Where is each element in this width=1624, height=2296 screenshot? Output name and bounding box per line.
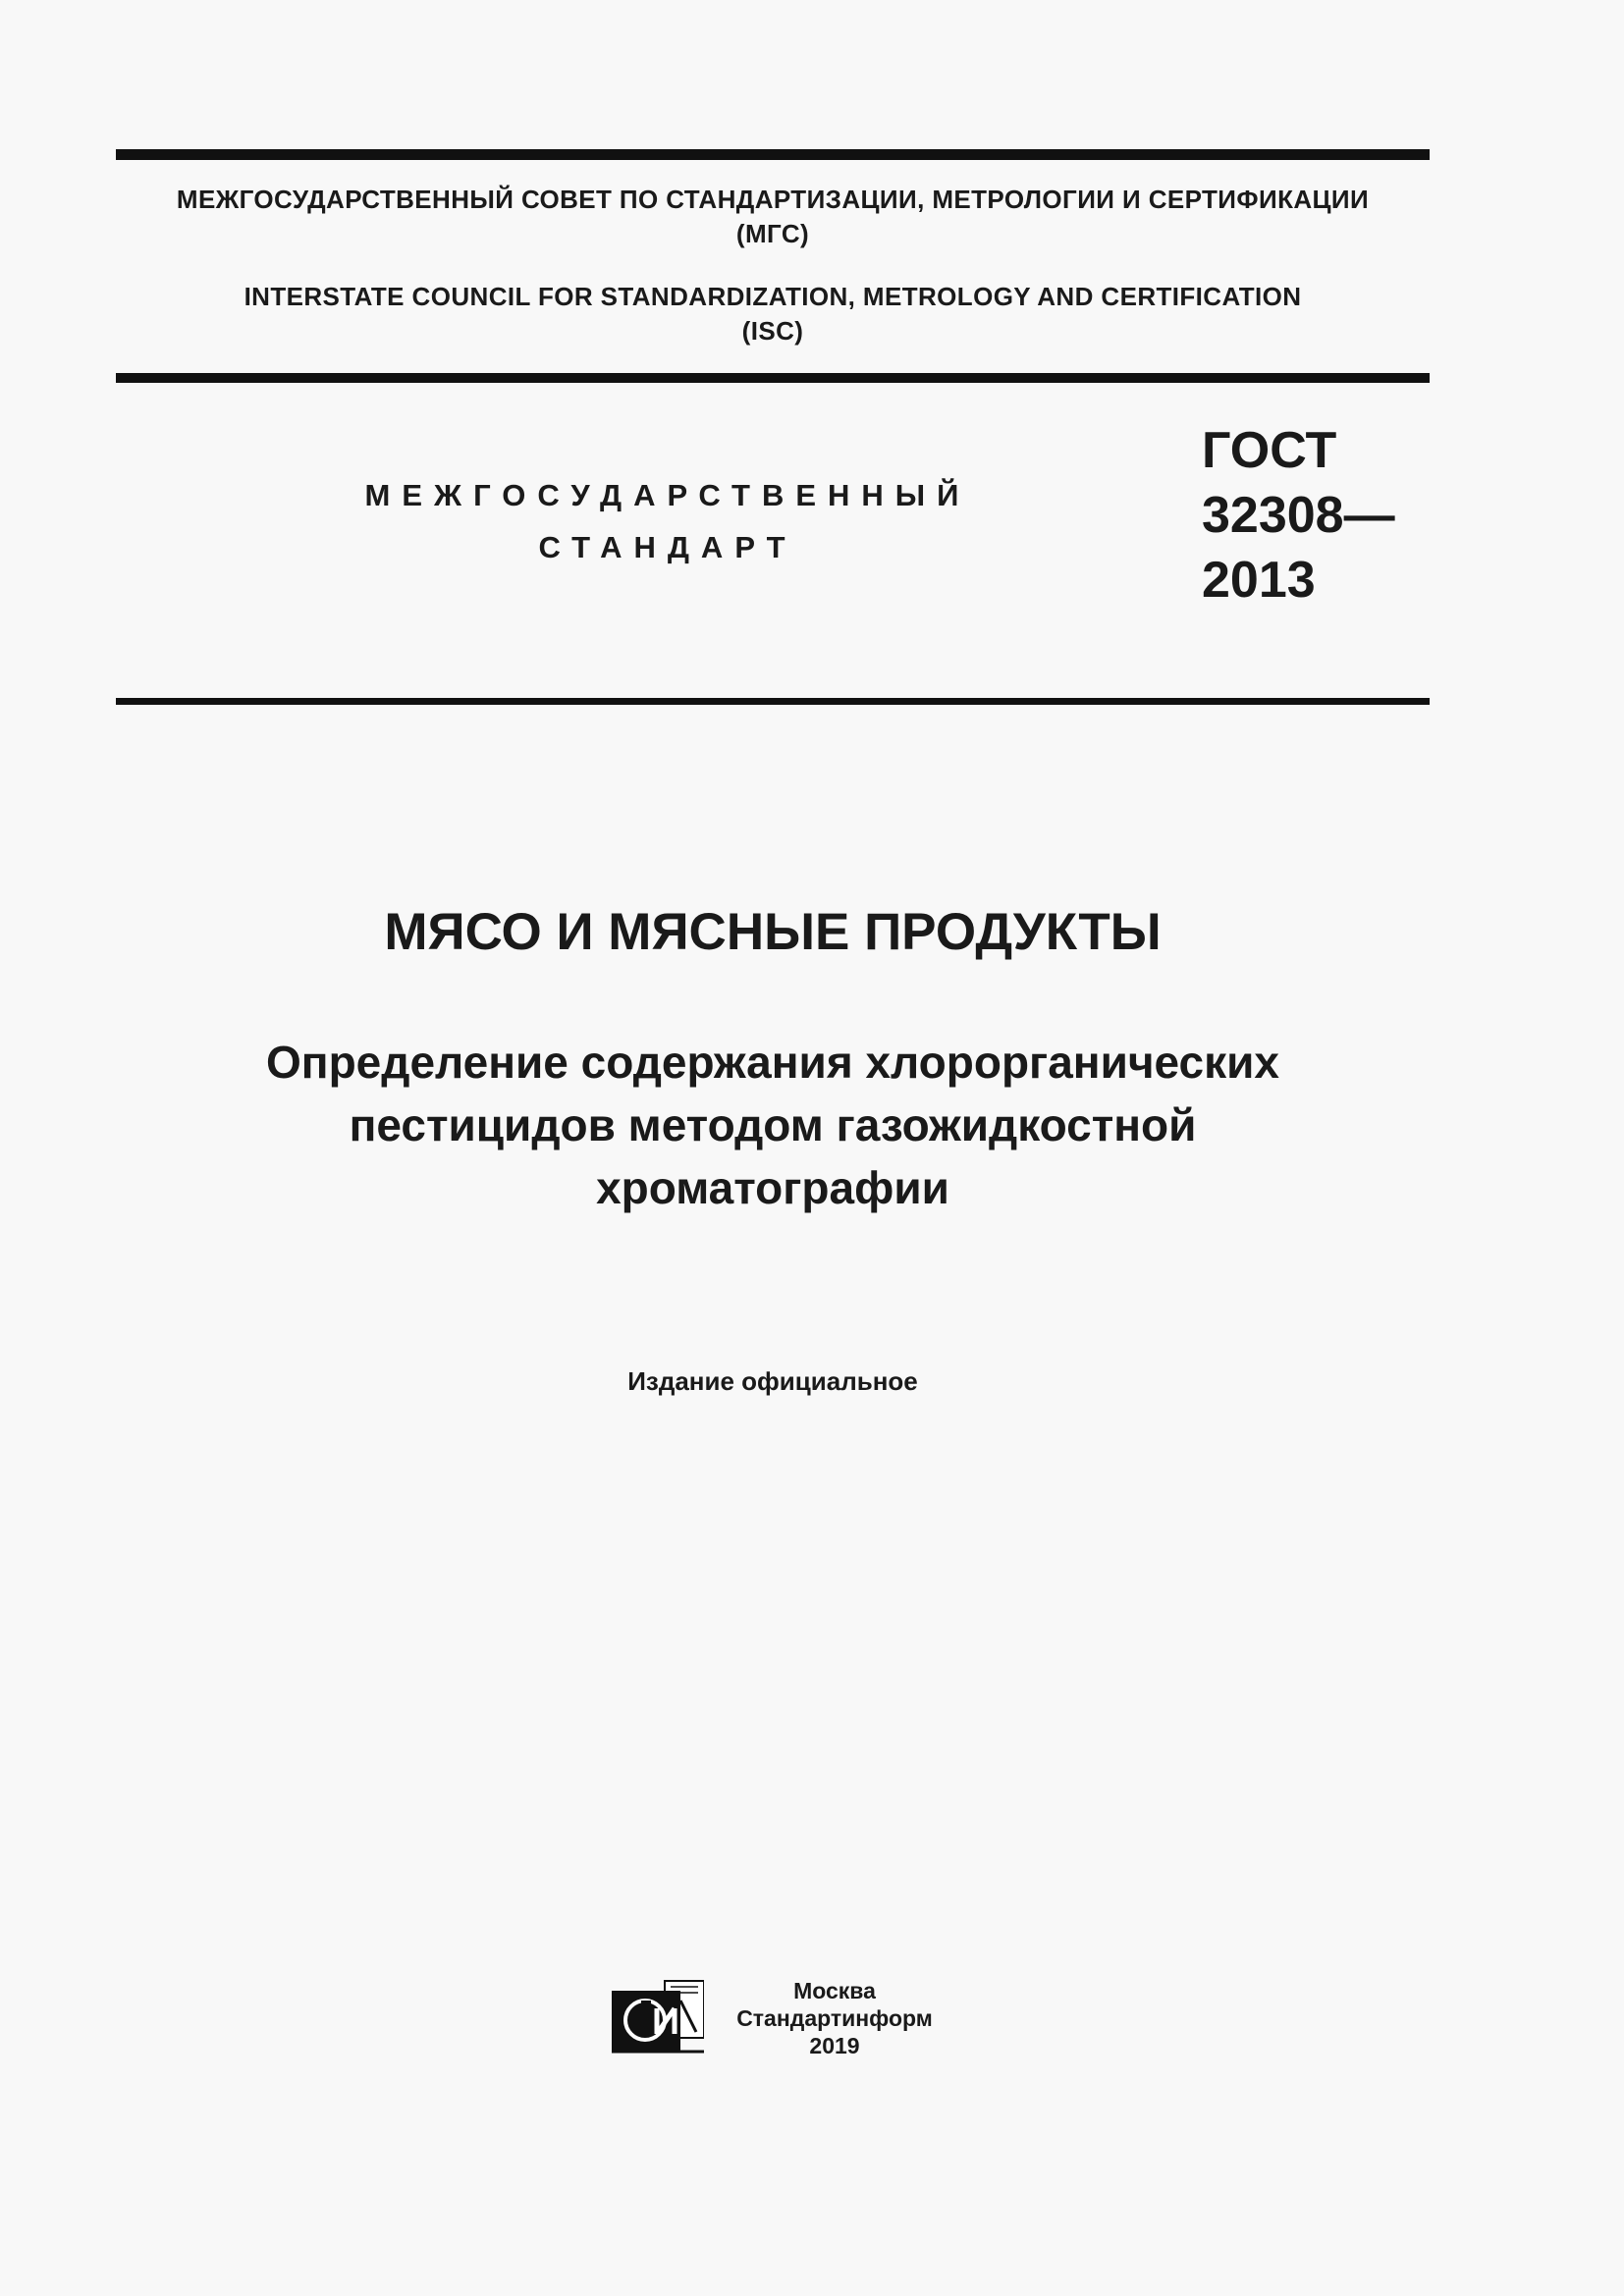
document-subtitle — [116, 1031, 1430, 1219]
council-abbr-ru: (МГС) — [735, 219, 810, 248]
standard-kind-line2: СТАНДАРТ — [538, 530, 797, 564]
top-rule — [116, 149, 1430, 160]
council-abbr-en: (ISC) — [741, 316, 804, 346]
subtitle-line: пестицидов методом газожидкостной — [349, 1099, 1197, 1150]
bottom-rule — [116, 698, 1430, 705]
document-title: МЯСО И МЯСНЫЕ ПРОДУКТЫ — [384, 903, 1162, 961]
standard-year: 2013 — [1202, 552, 1316, 609]
standard-number-value: 32308— — [1202, 487, 1395, 544]
imprint-city: Москва — [793, 1978, 876, 2003]
publisher-logo-icon — [612, 1979, 704, 2054]
subtitle-line: хроматографии — [596, 1162, 949, 1213]
standard-kind-line1: МЕЖГОСУДАРСТВЕННЫЙ — [364, 478, 971, 512]
edition-note: Издание официальное — [627, 1366, 918, 1396]
middle-rule — [116, 373, 1430, 383]
subtitle-line: Определение содержания хлорорганических — [266, 1037, 1279, 1088]
standard-number — [1202, 418, 1395, 613]
council-name-en-text: INTERSTATE COUNCIL FOR STANDARDIZATION, METROLOGY AND CERTIFICATION — [244, 282, 1302, 311]
council-name-ru-text: МЕЖГОСУДАРСТВЕННЫЙ СОВЕТ ПО СТАНДАРТИЗАЦИИ, МЕТРОЛОГИИ И СЕРТИФИКАЦИИ — [176, 185, 1370, 214]
standard-kind — [295, 469, 1041, 573]
council-name-en — [116, 280, 1430, 348]
imprint-year: 2019 — [809, 2033, 860, 2058]
standard-designation: ГОСТ — [1202, 422, 1337, 479]
council-name-ru — [116, 183, 1430, 251]
imprint-publisher: Стандартинформ — [736, 2005, 933, 2031]
imprint — [717, 1977, 952, 2059]
